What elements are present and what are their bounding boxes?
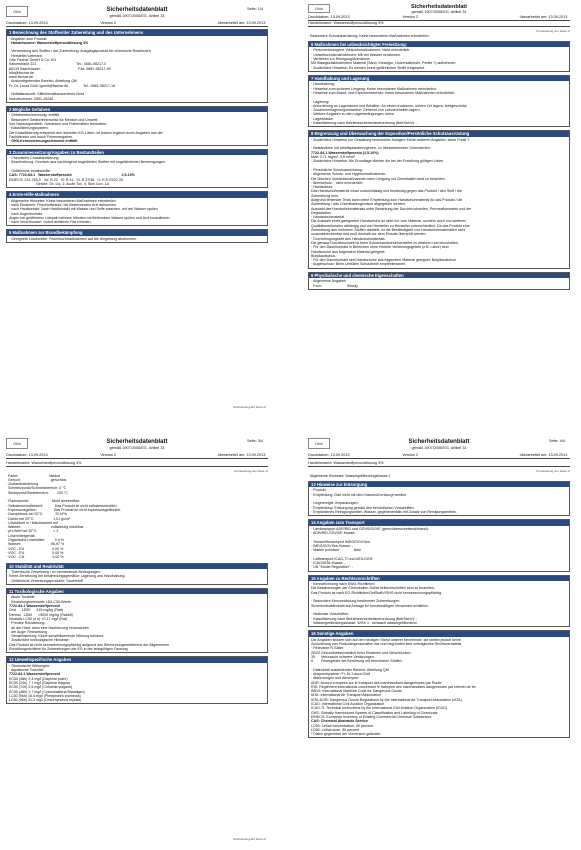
text-line: · Chemische Charakterisierung [9,156,59,161]
text-line: Degradation. [311,210,332,215]
carryover-text [308,34,570,38]
sds-page-3 [3,436,271,846]
text-line: · Abkürzungen und Akronyme: [311,676,360,681]
text-line: · Besondere Gefahrenhinweise für Mensch und Umwelt: [9,117,99,122]
version-label: Version 2 [100,453,117,457]
company-logo: Otto [6,438,28,449]
page-content [308,461,570,741]
text-line: · Gefährliche Inhaltsstoffe: [9,168,51,173]
text-line: Butylkautschuk [311,253,336,258]
text-line: · Zusammenlagerungshinweise: Getrennt von Laboreinheiten lagern. [311,108,421,113]
continued-from-note: (Fortsetzung von Seite 1) [536,469,570,474]
meta-row [308,453,570,459]
revision-date: überarbeitet am: 13.09.2013 [519,453,568,457]
text-line: · Zusätzliche Hinweise: Es werden keine gefährlichen Stoffe freigesetzt. [311,65,425,70]
text-line: Mit flüssigkeitsbindendem Material (Sand, Kieselgur, Universalbinder, Perlite ?) aufnehmen. [311,61,457,66]
text-line: Notrufnummer: 0551-19240 [9,96,54,101]
text-line: · Akute Toxizität: [9,595,36,600]
section [308,130,570,268]
text-line: · ADR/RID-GGVS/E Klasse: - [311,530,358,535]
text-line: · Zustandsänderung [6,482,39,487]
text-line: · Löslichkeit in / Mischbarkeit mit [6,520,58,525]
section-body [309,526,569,571]
text-line: · Primäre Reizwirkung: [9,621,46,626]
text-line: · Nationale Vorschriften: [311,612,350,617]
text-line: 66133 Saarbrücken Fax: 0681-98217-99 [9,66,111,71]
section [6,229,268,243]
section [308,481,570,516]
text-line: · Allgemeine Hinweise: Wassergefährdungsklasse 1 [308,473,391,478]
meta-row [6,453,268,459]
text-line: · nach Augenkontakt: [9,211,43,216]
text-line: · Empfehlung: Darf nicht mit dem Hausmüll entsorgt werden [311,492,407,497]
document-subtitle: gemäß 1907/2006/EG, Artikel 31 [109,446,165,450]
text-line: www.fischar.de [9,75,33,80]
text-line: Die Auswahl eines geeigneten Handschuhs ist nicht nur vom Material, sondern auch von weiteren [311,219,467,224]
text-line: · nach Einatmen: Frischluftzufuhr, bei Beschwerden Arzt aufsuchen. [9,202,117,207]
text-line: Form: flüssig [311,283,358,288]
text-line: · Gefahrenbezeichnung: entfällt [9,113,60,118]
section-heading: 11 Toxikologische Angaben [7,589,267,595]
text-line: · Lösemittelgehalt: [6,533,36,538]
text-line: Handschuhe aus folgendem Material geeignet: [311,249,386,254]
continued-note: (Fortsetzung auf Seite 2) [232,405,266,409]
text-line: Fachliteratur und durch Firmenangaben. [9,134,74,139]
text-line: · UN "Model Regulation": - [311,565,354,570]
text-line: · Hinweise zum sicheren Umgang: Keine besonderen Maßnahmen erforderlich. [311,86,438,91]
text-line: vorausberechenbar und muß deshalb vor dem Einsatz überprüft werden. [311,232,427,237]
text-line: · Verfahren zur Reinigung/Aufnahme: [311,56,371,61]
section-body [7,112,267,144]
text-line: Zubereitung aus mehreren Stoffen darstellt, ist die Beständigkeit von Handschuhmaterialien nicht [311,228,466,233]
text-line: · Geeignete Löschmittel: Feuerlöschmaßnahmen auf die Umgebung abstimmen. [9,236,137,241]
text-line: Auswahl des Handschuhmaterials unter Beachtung der Durchbruchzeiten, Permeationsraten und der [311,206,472,211]
section-body [309,637,569,738]
section-heading: 13 Hinweise zur Entsorgung [309,482,569,488]
text-line: · Für den Dauerkontakt in Bereichen ohne erhöhte Verletzungsgefahr (z.B. Labor) sind [311,245,449,250]
page-content [308,21,570,293]
section [6,149,268,189]
text-line: · Kennzeichnung nach EWG-Richtlinien: [311,582,376,587]
text-line: · Handschuhmaterial [311,215,345,220]
text-line: EC50 (48h) 1,7 mg/l (Cyanobakteria Blaualgen) [9,689,85,694]
text-line: · pH-Wert bei 20°C: < 3 [6,529,59,534]
text-line: · Atemschutz: nicht erforderlich. [311,180,364,185]
text-line: · Klassifizierung nach Betriebssicherheitsverordnung (BetrSichV): - [311,121,418,126]
section-heading: 5 Maßnahmen zur Brandbekämpfung [7,230,267,236]
text-line: · Auskunftgebender Bereich: Abteilung QM [9,79,77,84]
revision-date: überarbeitet am: 13.09.2013 [217,453,266,457]
continued-from-note: (Fortsetzung von Seite 1) [536,29,570,34]
text-line: LD50: Lethal dose, 50 percent [311,727,360,732]
text-line: Die genaue Durchbruchzeit ist beim Schutzhandschuhhersteller zu erfahren und einzuhalten. [311,240,459,245]
text-line: Aufgrund fehlender Tests kann keine Empfehlung zum Handschuhmaterial für das Produkt / die [311,198,463,202]
text-line: CAS: Chemical Abstracts Service [311,719,368,724]
section [6,588,268,653]
text-line: Zubereitung sein. [311,193,339,198]
text-line: Sicherheitsdatenblatt auf Anfrage für berufsmäßigen Verwender erhältlich. [311,603,429,608]
text-line: · Relevante R-Sätze [311,646,344,651]
text-line: · Lagerklasse: [311,116,334,121]
section-heading: 7 Handhabung und Lagerung [309,76,569,82]
text-line: Von Nahrungsmitteln, Getränken und Futtermitteln fernhalten. [9,122,108,127]
section-body [309,47,569,70]
text-line: · Zusätzliche toxikologische Hinweise: [9,638,70,643]
section-heading: 3 Zusammensetzung/Angaben zu Bestandteilen [7,150,267,156]
text-line: Das Handschuhmaterial muss undurchlässig und beständig gegen das Produkt / den Stoff / die [311,189,462,194]
text-line: · Klassifizierung nach Betriebssicherheitsverordnung (BetrSichV): - [311,616,418,621]
section-heading: 1 Bezeichnung des Stoffes/der Zubereitung und des Unternehmens [7,30,267,36]
text-line: Gefahr: Ox. Liq. 1; Acute Tox. 4; Skin Corr. 1A [9,181,109,186]
text-line: Inhalativ LC50 (4 h) >0,17 mg/l (Rat) [9,616,68,621]
text-line: Die Angaben stützen sich auf den heutigen Stand unserer Kenntnisse, sie stellen jedoch keine [311,637,461,642]
version-label: Version 2 [100,21,117,25]
text-line: · Beschreibung: Gemisch aus nachfolgend angeführten Stoffen mit ungefährlichen Beimengungen. [9,160,166,165]
text-line: 7722-84-1 Wasserstoffperoxid (2,5-10%) [311,150,379,155]
section-body [7,569,267,584]
section-heading: 2 Mögliche Gefahren [7,107,267,113]
page-number: Seite: 3/4 [246,439,263,443]
version-label: Version 2 [402,453,419,457]
section-body [309,81,569,126]
section [6,191,268,226]
continued-note: (Fortsetzung auf Seite 2) [232,837,266,841]
text-line: · VOC - EU 0,00 % [6,546,64,551]
text-line: · Lufttransport ICAO-TI und IATA-DGR: [311,556,374,561]
section-heading: 8 Begrenzung und Überwachung der Exposition/Persönliche Schutzausrüstung [309,131,569,137]
sds-page-4 [305,436,573,846]
text-line: Keine Zersetzung bei bestimmungsgemäßer Lagerung und Handhabung. [9,574,126,579]
text-line: · Handschutz: [311,185,334,190]
print-date: Druckdatum: 13.09.2013 [6,21,48,25]
text-line: · Allgemeine Hinweise: Keine besonderen Maßnahmen erforderlich. [9,198,117,203]
page-number: Seite: 1/4 [246,7,263,11]
text-line: Die üblichen Vorsichtsmaßnahmen beim Umgang mit Chemikalien sind zu beachten. [311,176,446,181]
text-line: CAS: 7722-84-1 Wasserstoffperoxid 2,5-10% [9,173,135,178]
text-line: · Datenblatt ausstellender Bereich: Abteilung QM [311,667,389,672]
section [6,656,268,704]
text-line: · Ungereinigte Verpackungen: [311,501,359,506]
text-line: 8 Feuergefahr bei Berührung mit brennbaren Stoffen. [311,659,403,664]
text-line: Farbe: farblos [6,473,61,478]
text-line: GHS: Globally Harmonized System of Classification and Labelling of Chemicals [311,710,438,715]
text-line: 7722-84-1 Wasserstoffperoxid [9,604,60,609]
text-line: Die Bestimmungen der Chemikalien-Sicherheitsvorschriften sind zu beachten. [311,586,436,591]
text-line: · Zusätzliche Hinweise zur Gestaltung technischer Anlagen: Keine weiteren Angaben, siehe Punkt 7. [311,137,471,142]
text-line: · Landtransport ADR/RID und GGVS/GGVE (grenzüberschreitend/Inland): [311,526,429,531]
text-line: Otto Fischar GmbH & Co. KG [9,57,57,62]
text-line: · Bestandteile mit arbeitsplatzbezogenen, zu überwachenden Grenzwerten: [311,146,431,151]
text-line: Geruch: geruchlos [6,477,67,482]
text-line: · Lagerung: [311,99,330,104]
text-line: · Personenbezogene Vorsichtsmaßnahmen: Nicht erforderlich. [311,48,411,53]
product-name-line: Handelsname: Wasserstoffperoxidlösung 3% [308,21,570,27]
text-line: LC50 (96h) 16,4 mg/l (Pimephales promelas) [9,693,81,698]
document-title: Sicherheitsdatenblatt [411,4,467,10]
text-line: IATA-DGR: Dangerous Goods Regulations by the International Air Transport Association (IATA) [311,697,462,702]
document-title: Sicherheitsdatenblatt [408,439,470,445]
text-line: · Seeschiffstransport IMDG/GGVSee: [311,539,371,544]
text-line: · Klassifizierungssystem: [9,126,49,131]
text-line: info@fischar.de [9,70,34,75]
section-heading: 12 Umweltspezifische Angaben [7,657,267,663]
text-line: Siedepunkt/Siedebereich: 100 °C [6,490,68,495]
text-line: Die Klassifizierung entspricht den aktuellen EG-Listen, ist jedoch ergänzt durch Angaben aus der [9,130,163,135]
page-content [6,461,268,707]
text-line: · am Auge: Reizwirkung [9,629,47,634]
text-line: Kaiserstraße 221 Tel.: 0681-98217-0 [9,62,107,67]
text-line: EC50 (72h) 2,5 mg/l (Chlorella vulgaris) [9,685,73,690]
section-body [309,137,569,268]
section-body [7,663,267,704]
text-line: · Anforderung an Lagerräume und Behälter: An einem trockenen, kühlen Ort lagern; lichtgeschützt [311,103,467,108]
company-logo: Otto [6,6,28,17]
text-line: · Allgemeine Angaben [311,279,346,284]
text-line: · Gefährliche Zersetzungsprodukte: Sauerstoff [9,578,83,583]
text-line: · an der Haut: kann eine Hautreizung verursachen [9,625,89,630]
sds-page-2 [305,4,573,414]
text-line: · Marine pollutant: Nein [311,548,362,553]
text-line: · VOC - CH 0,00 % [6,555,64,560]
text-line: · Explosionsgefahr: Das Produkt ist nicht explosionsgefährlich. [6,507,122,512]
text-line: ICAO: International Civil Aviation Organization [311,702,385,707]
section-heading: 6 Maßnahmen bei unbeabsichtigter Freisetzung: [309,42,569,48]
text-line: LC50 (96h) 31,3 mg/l (Oncorhynchus mykiss) [9,698,82,703]
section [6,29,268,103]
section-body [7,594,267,652]
section-heading: 4 Erste-Hilfe-Maßnahmen [7,192,267,198]
section-heading: 16 Sonstige Angaben [309,631,569,637]
text-line: · Besondere Kennzeichnung bestimmter Zubereitungen: [311,599,401,604]
text-line: IMDG: International Maritime Code for Dangerous Goods [311,689,402,694]
text-line: Zusicherung von Produkteigenschaften dar und begründen kein vertragliches Rechtsverhältnis. [311,641,463,646]
version-label: Version 2 [402,15,419,19]
text-line: · Dichte bei 20°C: 1,01 g/cm³ [6,516,71,521]
text-line: · ICAO/IATA-Klasse: - [311,561,346,566]
product-name-line: Handelsname: Wasserstoffperoxidlösung 3% [6,461,268,467]
text-line: · Thermische Zersetzung / zu vermeidende Bedingungen: [9,570,101,575]
section-body [7,236,267,242]
text-line: EINECS: 231-765-0 Xn; R 22 Xi; R 41 Xi; R 37/38 O; R 8 20/22-35 [9,177,123,182]
text-line: IATA: International Air Transport Association [311,693,381,698]
document-subtitle: gemäß 1907/2006/EG, Artikel 31 [109,14,165,18]
text-line: Zubereitung / das Chemikaliengemisch abgegeben werden. [311,202,406,207]
text-line: · Für den Dauerkontakt sind Handschuhe aus folgendem Material geeignet: Butylkautschuk [311,258,457,263]
text-line: 35 Verursacht schwere Verätzungen. [311,654,375,659]
text-line: Einstufungsrichtlinie für Zubereitungen der EG in der letztgültigen Fassung. [9,646,129,651]
text-line: Wasser: 96,97 % [6,542,65,547]
text-line: · Empfohlenes Reinigungsmittel: Wasser, gegebenenfalls mit Zusatz von Reinigungsmitteln. [311,509,457,514]
section-heading: 10 Stabilität und Reaktivität [7,564,267,570]
text-line: Das Produkt ist nach EG-Richtlinien/GefStoffV/GHS nicht kennzeichnungspflichtig. [311,590,443,595]
text-line: · nach Verschlucken: Sofort ärztlichen Rat einholen. [9,220,92,225]
text-line: ADR: Accord européen sur le transport des marchandises dangereuses par Route [311,680,442,685]
section [308,41,570,72]
text-line: · Produkt: [311,488,327,493]
section-heading: 14 Angaben zum Transport [309,520,569,526]
section [308,630,570,738]
text-line: · Augenschutz: Beim Umfüllen Schutzbrille empfehlenswert. [311,262,407,267]
section [308,75,570,127]
text-line: · Allgemeine Schutz- und Hygienemaßnahmen: [311,172,387,177]
text-line: · Wassergefährdungsklasse: WGK 1 : schwach wassergefährdend. [311,620,418,625]
document-title: Sicherheitsdatenblatt [106,439,168,445]
section [6,106,268,146]
meta-row [6,21,268,27]
text-line: · Hinweise zum Brand- und Explosionsschutz: Keine besonderen Maßnahmen erforderlich. [311,90,456,95]
text-line: · Selbstentzündlichkeit: Das Produkt ist nicht selbstentzündlich. [6,503,118,508]
text-line: * Daten gegenüber der Vorversion geändert [311,732,381,737]
text-line: EC50 (24h) 7,7 mg/l (Daphnia magna) [9,680,70,685]
text-line: · Dampfdruck bei 20°C: 20 hPa [6,512,67,517]
text-line: · Verwendung des Stoffes / der Zubereitung: Ausgangsprodukt für chemische Reaktionen [9,49,151,54]
section-body [7,198,267,226]
print-date: Druckdatum: 13.09.2013 [308,15,350,19]
section-body [7,36,267,102]
section [6,563,268,585]
text-line: · nach Hautkontakt: Nach Hautkontakt mit Wasser und Seife waschen, mit viel Wasser spülen [9,207,158,212]
revision-date: überarbeitet am: 13.09.2013 [217,21,266,25]
section-heading: 15 Angaben zu Rechtsvorschriften [309,576,569,582]
text-line: Augen bei geöffnetem Lidspalt mehrere Minuten mit fließendem Wasser spülen und Arzt konsultieren. [9,215,171,220]
text-line: · Handelsname: Wasserstoffperoxidlösung 3% [9,40,89,45]
text-line: · Besondere Schutzausrüstung: Keine besonderen Maßnahmen erforderlich. [308,33,430,38]
section-body [7,155,267,187]
section-body [309,487,569,515]
text-line: Organische Lösemittel: 0,0 % [6,538,64,543]
text-line: · Ansprechpartner: Fr. Dr. Laura Gödi [311,671,371,676]
text-line: 20/22 Gesundheitsschädlich beim Einatmen und Verschlucken. [311,650,412,655]
text-line: 7722-84-1 Wasserstoffperoxid [9,672,60,677]
text-line: · Notfallauskunft: Giftinformationszentrum-Nord [9,92,85,97]
text-line: · Angaben zum Produkt [9,36,47,41]
print-date: Druckdatum: 13.09.2013 [308,453,350,457]
text-line: · Sensibilisierung: Keine sensibilisierende Wirkung bekannt. [9,634,105,639]
text-line: · Aquatische Toxizität: [9,668,44,673]
continued-from-note: (Fortsetzung von Seite 1) [234,469,268,474]
section-body [309,581,569,626]
text-line: · Ökotoxische Wirkungen: [9,663,51,668]
section [308,272,570,290]
text-line: · Zusätzliche Hinweise: Als Grundlage dienten die bei der Erstellung gültigen Listen. [311,159,445,164]
text-line: Dermal LD50 >5000 mg/kg (Rabbit) [9,612,73,617]
text-line: LC50: Lethal concentration, 50 percent [311,723,373,728]
text-line: · Durchdringungszeit des Handschuhmaterials [311,236,385,241]
text-line: Oral LD50 415 mg/kg (Ratt) [9,608,64,613]
company-logo: Otto [308,4,330,13]
product-name-line: Handelsname: Wasserstoffperoxidlösung 3% [308,461,570,467]
page-content [6,29,268,246]
document-subtitle: gemäß 1907/2006/EG, Artikel 31 [411,10,467,14]
text-line: Das Produkt ist nicht kennzeichnungspflichtig aufgrund des Berechnungsverfahrens der Allgemeinen [9,642,170,647]
text-line: · GHS-Kennzeichnungselemente entfällt [9,139,78,144]
text-line: · Handhabung: [311,82,335,87]
text-line: EINECS: European Inventory of Existing Commercial Chemical Substances [311,714,432,719]
text-line: Wasser: vollständig mischbar [6,525,84,530]
text-line: · IMDG/GGVSee-Klasse: - [311,543,354,548]
text-line: RID: Règlement international concernant le transport des marchandises dangereuses par chemin de fer [311,684,476,689]
carryover-text [6,474,268,560]
text-line: Schmelzpunkt/Schmelzbereich: 0 °C [6,486,67,491]
text-line: · Hersteller/Lieferant: [9,53,43,58]
text-line: · Umweltschutzmaßnahmen: Mit viel Wasser verdünnen. [311,52,401,57]
text-line: MAK 0,71 mg/m³, 0,5 ml/m³ [311,155,355,160]
print-date: Druckdatum: 13.09.2013 [6,453,48,457]
sds-page-1 [3,4,271,414]
section-body [309,278,569,289]
text-line: · Flammpunkt: Nicht anwendbar. [6,499,80,504]
text-line: · Weitere Angaben zu den Lagerbedingungen: keine [311,112,395,117]
section [308,519,570,571]
text-line: · VOC - EU 0,00 % [6,550,64,555]
text-line: Fr. Dr. Laura Gödi, lgoedi@fischar.de Tel.: 0681-98217-16 [9,83,116,88]
text-line: Qualitätsmerkmalen abhängig und von Hersteller zu Hersteller unterschiedlich. Da das Produkt eine [311,223,470,228]
page-number: Seite: 4/4 [548,439,565,443]
section-heading: 9 Physikalische und chemische Eigenschaften [309,273,569,279]
text-line: · Einstufungsrelevante LD/LC50-Werte: [9,599,72,604]
carryover-text [308,474,570,478]
text-line: EC50 (48h) 2,4 mg/l (Daphnia pulex) [9,676,68,681]
text-line: · Empfehlung: Entsorgung gemäß den behördlichen Vorschriften. [311,505,415,510]
text-line: ICAO-TI: Technical Instructions by the International Civil Aviation Organization (ICAO) [311,706,447,711]
text-line: · Persönliche Schutzausrüstung: [311,167,363,172]
revision-date: überarbeitet am: 13.09.2013 [519,15,568,19]
section [308,575,570,627]
document-title: Sicherheitsdatenblatt [106,7,168,13]
company-logo: Otto [308,438,330,449]
document-subtitle: gemäß 1907/2006/EG, Artikel 31 [411,446,467,450]
